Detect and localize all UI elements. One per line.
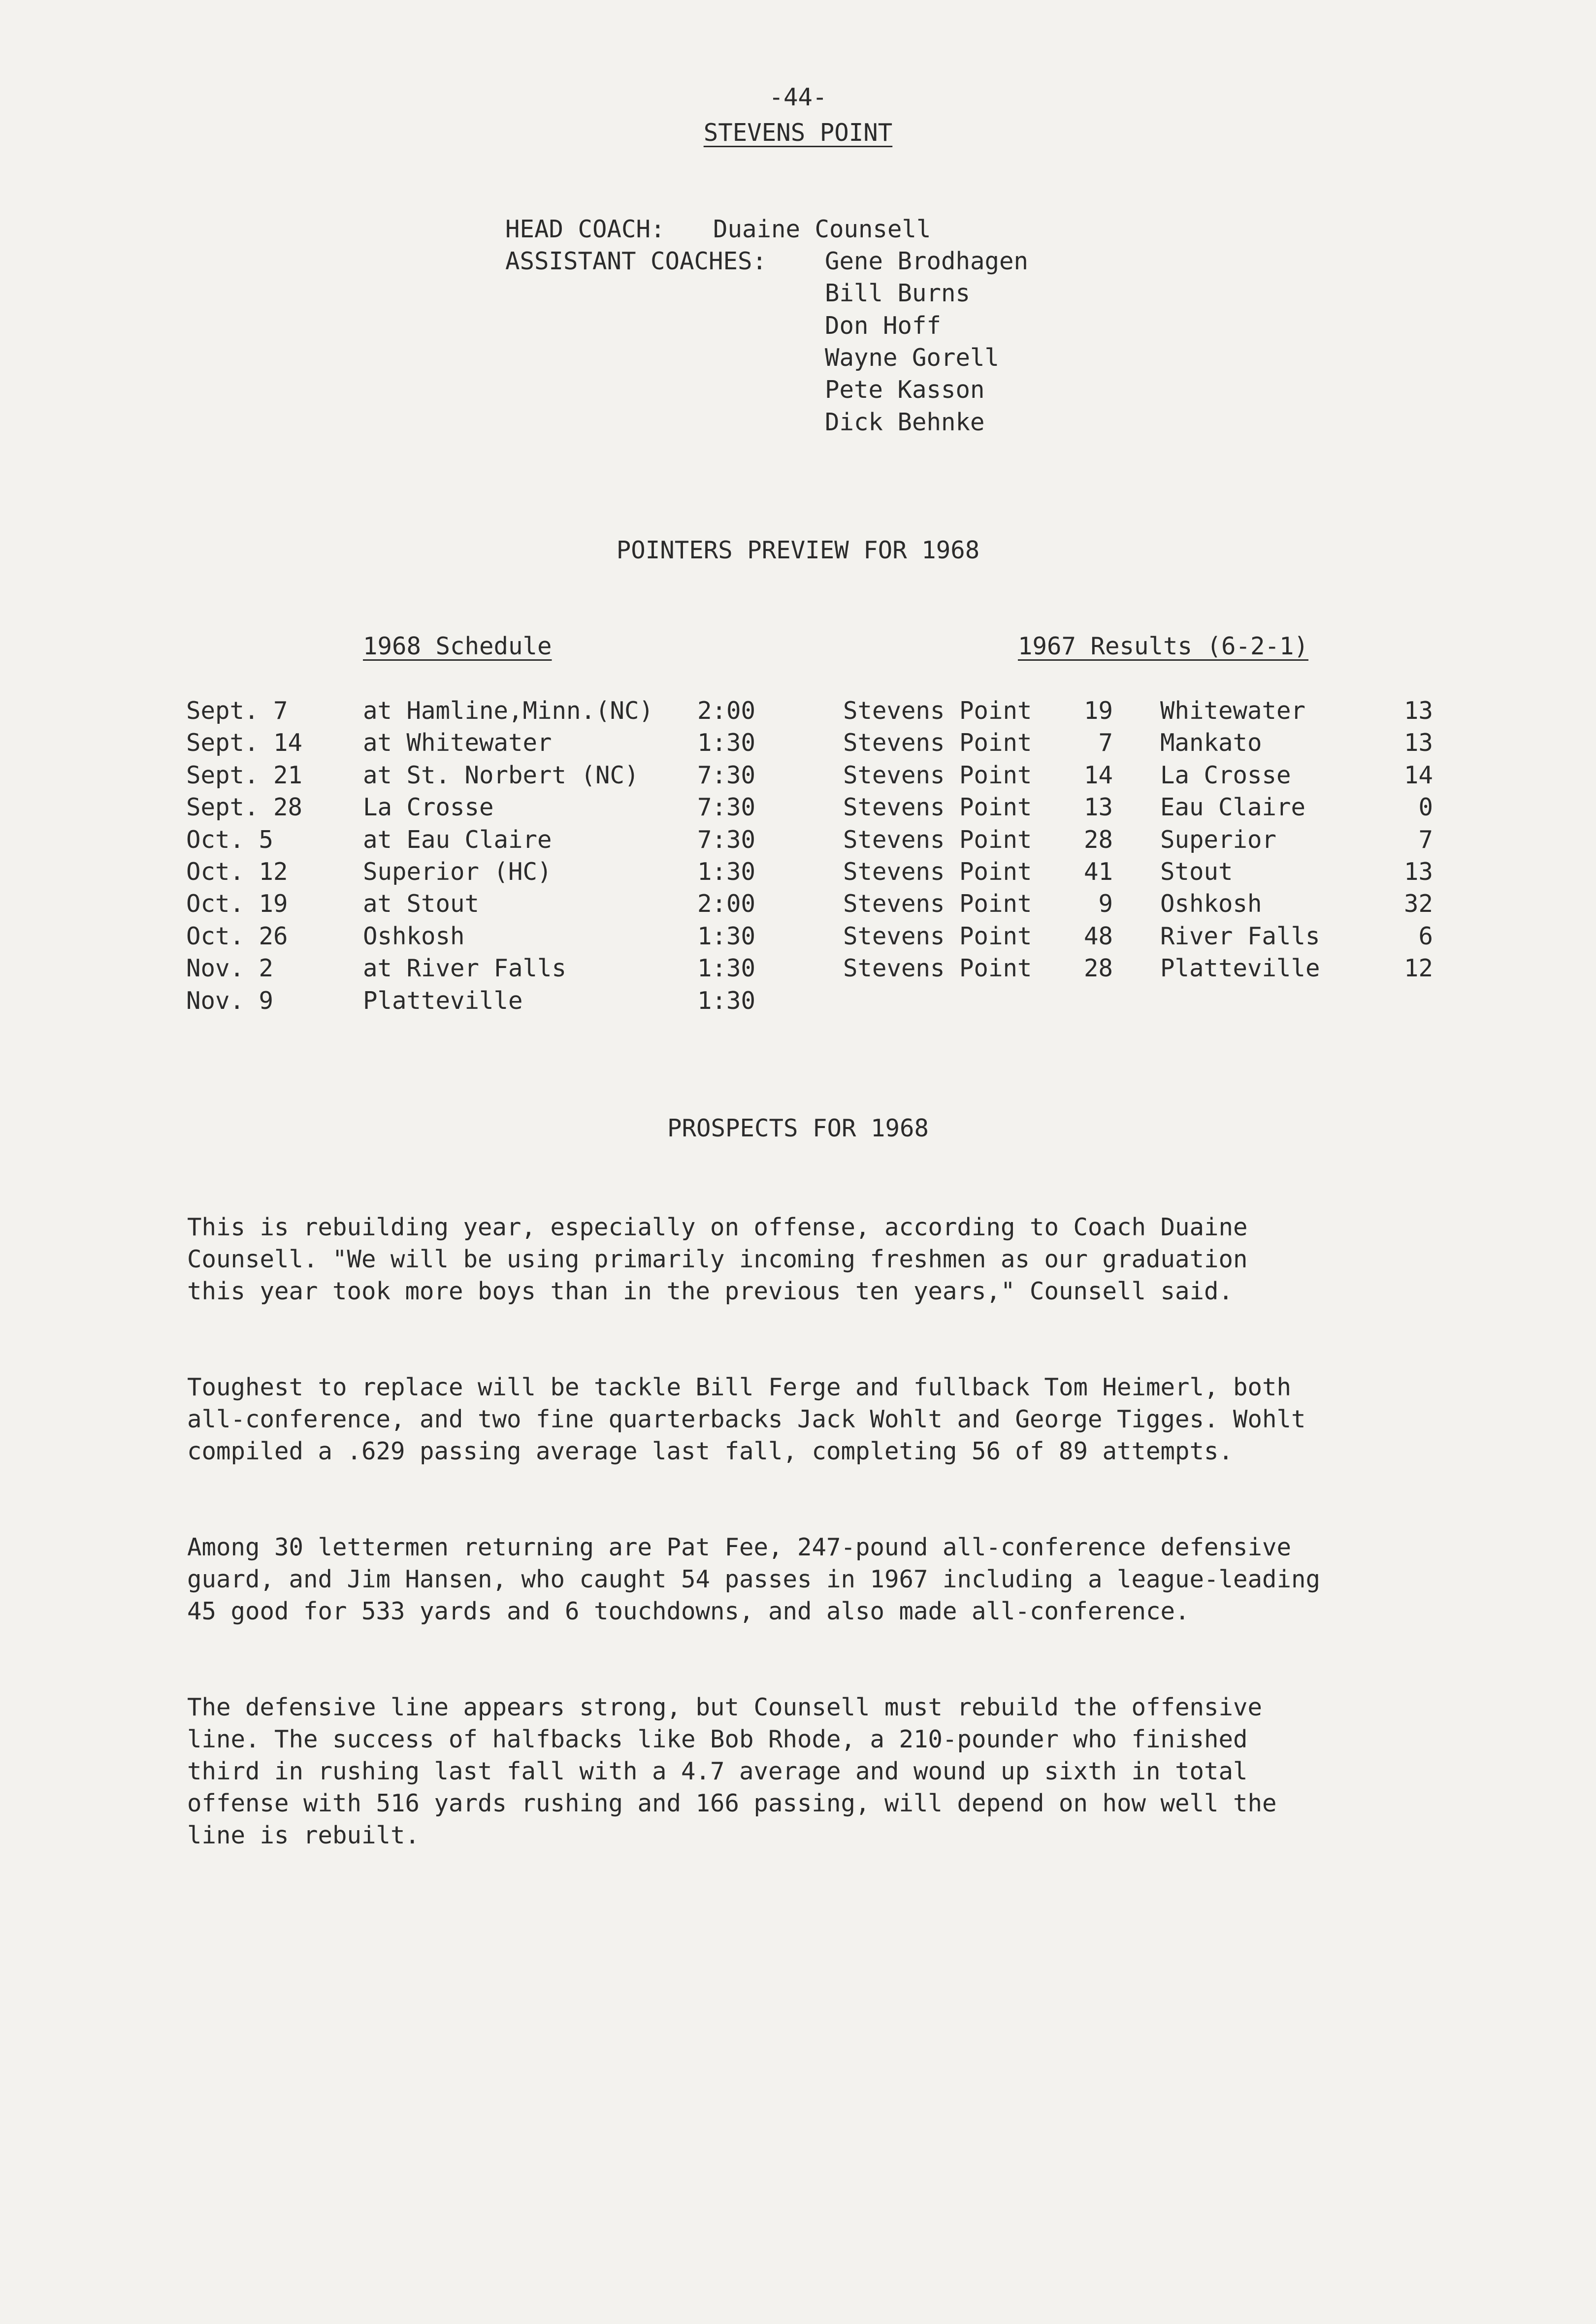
- result-team: Stevens Point: [843, 697, 1032, 725]
- assistant-coach-name: Pete Kasson: [825, 376, 985, 404]
- schedule-opponent: Platteville: [363, 986, 523, 1015]
- schedule-date: Oct. 5: [186, 825, 274, 854]
- result-row: [0, 825, 1596, 857]
- prospects-paragraph: [187, 1691, 1448, 1851]
- result-score: 28: [1083, 825, 1113, 854]
- result-opp_score: 13: [1403, 697, 1433, 725]
- result-opponent: River Falls: [1160, 922, 1320, 950]
- result-team: Stevens Point: [843, 729, 1032, 757]
- assistant-coach-name: Wayne Gorell: [825, 343, 1000, 372]
- paragraph-line: 45 good for 533 yards and 6 touchdowns, and also made all-conference.: [187, 1597, 1190, 1625]
- schedule-date: Nov. 9: [186, 986, 274, 1015]
- result-opp_score: 13: [1403, 729, 1433, 757]
- schedule-time: 1:30: [697, 922, 756, 950]
- schedule-date: Nov. 2: [186, 954, 274, 983]
- result-opponent: Platteville: [1160, 954, 1320, 983]
- schedule-opponent: Superior (HC): [363, 858, 552, 886]
- result-opp_score: 6: [1418, 922, 1433, 950]
- result-row: [0, 889, 1596, 921]
- prospects-paragraph: [187, 1531, 1448, 1627]
- result-row: [0, 793, 1596, 825]
- schedule-time: 1:30: [697, 858, 756, 886]
- paragraph-line: line. The success of halfbacks like Bob Rhode, a 210-pounder who finished: [187, 1725, 1248, 1753]
- schedule-date: Sept. 7: [186, 697, 288, 725]
- result-score: 48: [1083, 922, 1113, 950]
- schedule-time: 1:30: [697, 986, 756, 1015]
- result-opponent: Whitewater: [1160, 697, 1306, 725]
- schedule-time: 7:30: [697, 825, 756, 854]
- result-score: 41: [1083, 858, 1113, 886]
- result-opp_score: 0: [1418, 793, 1433, 822]
- schedule-date: Sept. 14: [186, 729, 303, 757]
- result-team: Stevens Point: [843, 858, 1032, 886]
- schedule-header: 1968 Schedule: [363, 632, 552, 660]
- result-row: [0, 922, 1596, 954]
- result-opponent: Eau Claire: [1160, 793, 1306, 822]
- result-score: 13: [1083, 793, 1113, 822]
- schedule-date: Oct. 19: [186, 890, 288, 918]
- head-coach-label: HEAD COACH:: [505, 215, 665, 243]
- result-team: Stevens Point: [843, 922, 1032, 950]
- paragraph-line: Counsell. "We will be using primarily incoming freshmen as our graduation: [187, 1245, 1248, 1273]
- result-score: 7: [1098, 729, 1113, 757]
- result-opp_score: 13: [1403, 858, 1433, 886]
- result-score: 28: [1083, 954, 1113, 983]
- result-opp_score: 7: [1418, 825, 1433, 854]
- schedule-date: Sept. 21: [186, 761, 303, 789]
- result-row: [0, 696, 1596, 728]
- prospects-paragraph: [187, 1371, 1448, 1467]
- result-row: [0, 728, 1596, 760]
- schedule-time: 1:30: [697, 954, 756, 983]
- page-title: [0, 118, 1596, 148]
- schedule-time: 1:30: [697, 729, 756, 757]
- result-team: Stevens Point: [843, 825, 1032, 854]
- assistant-coach-name: Bill Burns: [825, 279, 971, 308]
- paragraph-line: compiled a .629 passing average last fall, completing 56 of 89 attempts.: [187, 1437, 1234, 1465]
- schedule-opponent: Oshkosh: [363, 922, 465, 950]
- paragraph-line: The defensive line appears strong, but Counsell must rebuild the offensive: [187, 1693, 1263, 1721]
- result-score: 14: [1083, 761, 1113, 789]
- schedule-opponent: at River Falls: [363, 954, 567, 983]
- result-team: Stevens Point: [843, 793, 1032, 822]
- result-opponent: Oshkosh: [1160, 890, 1262, 918]
- schedule-time: 7:30: [697, 761, 756, 789]
- page-number: -44-: [769, 83, 827, 111]
- prospects-paragraph: [187, 1211, 1448, 1307]
- paragraph-line: line is rebuilt.: [187, 1821, 420, 1849]
- schedule-date: Oct. 26: [186, 922, 288, 950]
- prospects-title: PROSPECTS FOR 1968: [667, 1114, 929, 1142]
- paragraph-line: this year took more boys than in the previous ten years," Counsell said.: [187, 1277, 1234, 1305]
- schedule-opponent: at Hamline,Minn.(NC): [363, 697, 654, 725]
- paragraph-line: Toughest to replace will be tackle Bill Ferge and fullback Tom Heimerl, both: [187, 1373, 1292, 1401]
- result-opponent: Mankato: [1160, 729, 1262, 757]
- schedule-opponent: at Stout: [363, 890, 480, 918]
- page-title-text: STEVENS POINT: [703, 119, 893, 147]
- schedule-date: Sept. 28: [186, 793, 303, 822]
- result-row: [0, 857, 1596, 889]
- schedule-time: 2:00: [697, 697, 756, 725]
- result-team: Stevens Point: [843, 890, 1032, 918]
- paragraph-line: offense with 516 yards rushing and 166 passing, will depend on how well the: [187, 1789, 1277, 1817]
- result-opponent: La Crosse: [1160, 761, 1291, 789]
- result-opp_score: 12: [1403, 954, 1433, 983]
- schedule-date: Oct. 12: [186, 858, 288, 886]
- result-row: [0, 761, 1596, 793]
- result-score: 9: [1098, 890, 1113, 918]
- schedule-row: [0, 986, 1596, 1018]
- result-opp_score: 14: [1403, 761, 1433, 789]
- schedule-opponent: at St. Norbert (NC): [363, 761, 639, 789]
- schedule-time: 7:30: [697, 793, 756, 822]
- schedule-opponent: La Crosse: [363, 793, 494, 822]
- paragraph-line: third in rushing last fall with a 4.7 average and wound up sixth in total: [187, 1757, 1248, 1785]
- assistant-coach-name: Dick Behnke: [825, 408, 985, 436]
- result-team: Stevens Point: [843, 761, 1032, 789]
- assistant-coaches-label: ASSISTANT COACHES:: [505, 247, 767, 275]
- result-score: 19: [1083, 697, 1113, 725]
- schedule-opponent: at Eau Claire: [363, 825, 552, 854]
- results-header: 1967 Results (6-2-1): [1018, 632, 1309, 660]
- paragraph-line: Among 30 lettermen returning are Pat Fee, 247-pound all-conference defensive: [187, 1533, 1292, 1561]
- assistant-coach-name: Don Hoff: [825, 311, 942, 340]
- paragraph-line: guard, and Jim Hansen, who caught 54 passes in 1967 including a league-leading: [187, 1565, 1321, 1593]
- schedule-time: 2:00: [697, 890, 756, 918]
- preview-title: POINTERS PREVIEW FOR 1968: [616, 536, 980, 564]
- head-coach-name: Duaine Counsell: [713, 215, 931, 243]
- paragraph-line: This is rebuilding year, especially on offense, according to Coach Duaine: [187, 1213, 1248, 1241]
- result-opponent: Superior: [1160, 825, 1277, 854]
- paragraph-line: all-conference, and two fine quarterbacks Jack Wohlt and George Tigges. Wohlt: [187, 1405, 1306, 1433]
- assistant-coach-name: Gene Brodhagen: [825, 247, 1029, 275]
- result-team: Stevens Point: [843, 954, 1032, 983]
- schedule-opponent: at Whitewater: [363, 729, 552, 757]
- result-row: [0, 954, 1596, 986]
- result-opponent: Stout: [1160, 858, 1233, 886]
- result-opp_score: 32: [1403, 890, 1433, 918]
